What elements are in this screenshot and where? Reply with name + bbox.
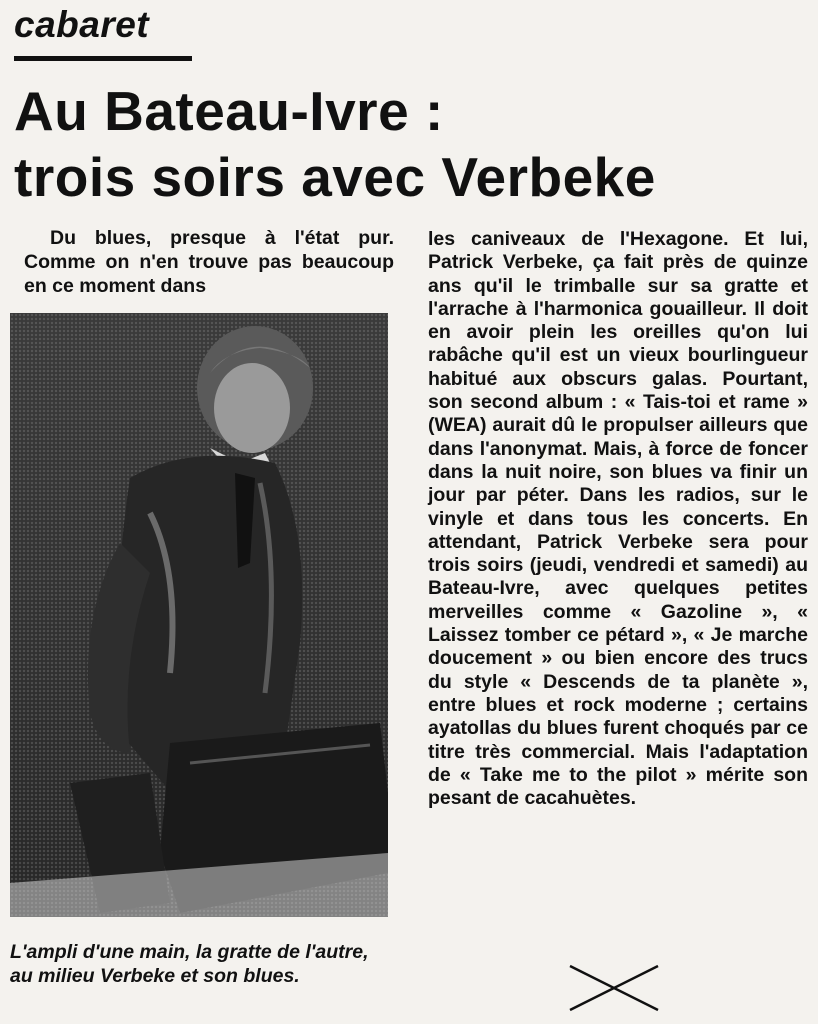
end-of-article-mark xyxy=(566,962,662,1014)
headline-line-2: trois soirs avec Verbeke xyxy=(14,146,656,208)
headline xyxy=(14,78,814,210)
article-photo xyxy=(10,313,388,917)
section-rubric: cabaret xyxy=(14,4,150,45)
left-column xyxy=(10,226,394,298)
right-column xyxy=(428,228,808,810)
rubric-underline xyxy=(14,56,192,61)
headline-line-1: Au Bateau-Ivre : xyxy=(14,80,444,142)
musician-photo-illustration xyxy=(10,313,388,917)
body-paragraph: les caniveaux de l'Hexagone. Et lui, Patrick Verbeke, ça fait près de quinze ans qu'il le trimballe sur sa gratte et l'arrache à l'harmonica gouailleur. Il doit en avoir plein les oreilles qu'on lui rabâche qu'il est un vieux bourlingueur habitué aux obscurs galas. Pourtant, son second album : « Tais-toi et rame » (WEA) aurait dû le propulser ailleurs que dans l'anonymat. Mais, à force de foncer dans la nuit noire, son blues va finir un jour par péter. Dans les radios, sur le vinyle et dans tous les concerts. En attendant, Patrick Verbeke sera pour trois soirs (jeudi, vendredi et samedi) au Bateau-Ivre, avec quelques petites merveilles comme « Gazoline », « Laissez tomber ce pétard », « Je marche doucement » ou bien encore des trucs du style « Descends de ta planète », entre blues et rock moderne ; certains ayatollas du blues furent choqués par ce titre très commercial. Mais l'adaptation de « Take me to the pilot » mérite son pesant de cacahuètes. xyxy=(428,228,808,810)
lead-paragraph: Du blues, presque à l'état pur. Comme on n'en trouve pas beaucoup en ce moment dans xyxy=(24,227,394,297)
photo-caption: L'ampli d'une main, la gratte de l'autre, au milieu Verbeke et son blues. xyxy=(10,941,369,987)
